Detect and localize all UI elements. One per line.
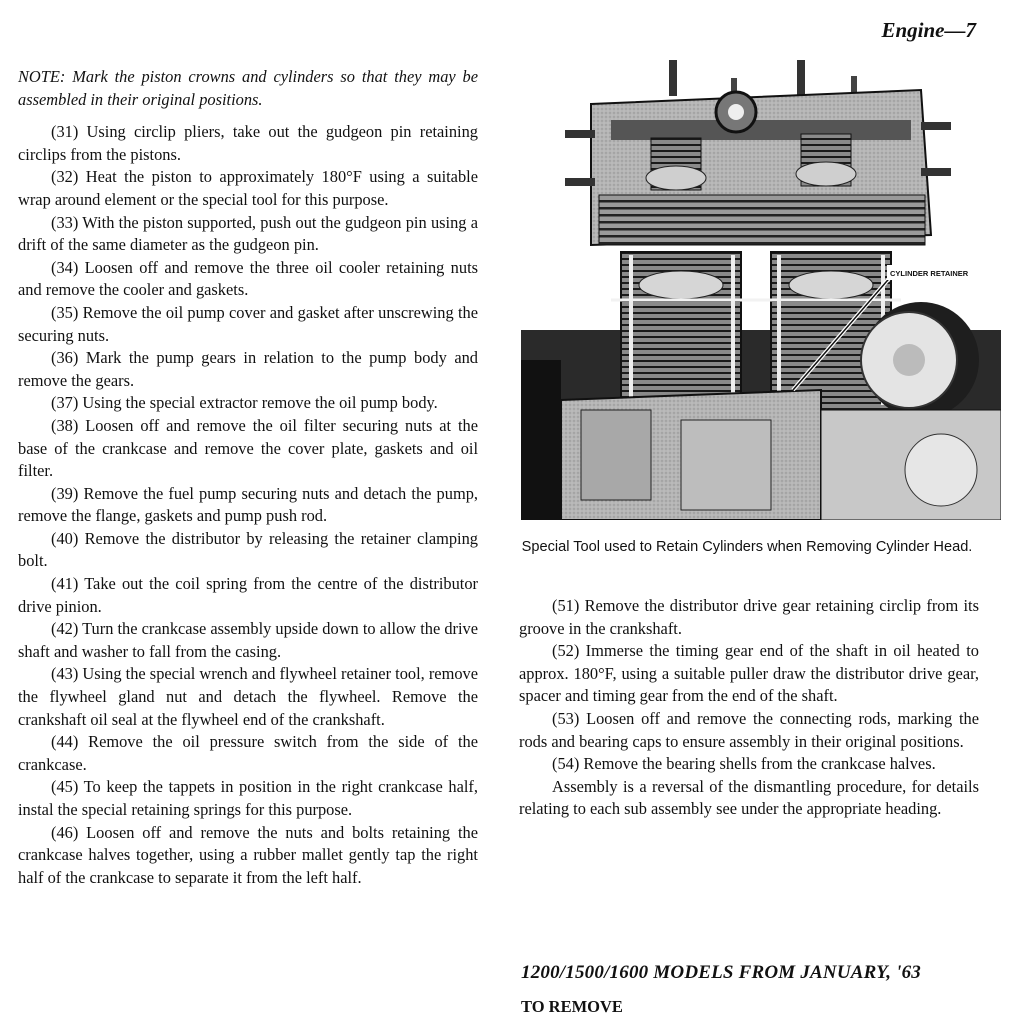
step-41: (41) Take out the coil spring from the centre of the distributor drive pinion. <box>18 574 478 616</box>
step-46: (46) Loosen off and remove the nuts and bolts retaining the crankcase halves together, using a rubber mallet gently tap the right half of the crankcase to separate it from the left half. <box>18 822 478 887</box>
figure-caption: Special Tool used to Retain Cylinders when Removing Cylinder Head. <box>521 539 973 555</box>
step-54: (54) Remove the bearing shells from the crankcase halves. <box>552 754 936 774</box>
step-38: (38) Loosen off and remove the oil filter securing nuts at the base of the crankcase and remove the cover plate, gaskets and oil filter. <box>18 415 478 481</box>
note-text: NOTE: Mark the piston crowns and cylinders so that they may be assembled in their original positions. <box>18 67 478 109</box>
step-32: (32) Heat the piston to approximately 180°F using a suitable wrap around element or the special tool for this purpose. <box>18 167 478 209</box>
engine-photo <box>521 60 1001 520</box>
cylinder-retainer-label: CYLINDER RETAINER <box>890 269 969 278</box>
assembly-note: Assembly is a reversal of the dismantling procedure, for details relating to each sub assembly see under the appropriate heading. <box>519 776 979 819</box>
step-52: (52) Immerse the timing gear end of the shaft in oil heated to approx. 180°F, using a suitable puller draw the distributor drive gear, spacer and timing gear from the end of the shaft. <box>519 641 979 706</box>
step-40: (40) Remove the distributor by releasing the retainer clamping bolt. <box>18 528 478 571</box>
step-42: (42) Turn the crankcase assembly upside down to allow the drive shaft and washer to fall from the casing. <box>18 619 478 661</box>
step-45: (45) To keep the tappets in position in the right crankcase half, instal the special retaining springs for this purpose. <box>18 777 478 819</box>
step-36: (36) Mark the pump gears in relation to the pump body and remove the gears. <box>18 348 478 390</box>
step-35: (35) Remove the oil pump cover and gasket after unscrewing the securing nuts. <box>18 302 478 345</box>
section-heading: 1200/1500/1600 MODELS FROM JANUARY, '63 <box>521 962 922 983</box>
step-39: (39) Remove the fuel pump securing nuts and detach the pump, remove the flange, gaskets and pump push rod. <box>18 483 478 526</box>
page-header: Engine—7 <box>881 18 976 42</box>
right-column <box>519 595 979 821</box>
step-53: (53) Loosen off and remove the connecting rods, marking the rods and bearing caps to ensure assembly in their original positions. <box>519 708 979 751</box>
step-33: (33) With the piston supported, push out the gudgeon pin using a drift of the same diameter as the gudgeon pin. <box>18 212 478 255</box>
subheading: TO REMOVE <box>521 997 623 1016</box>
step-34: (34) Loosen off and remove the three oil cooler retaining nuts and remove the cooler and gaskets. <box>18 257 478 300</box>
left-column <box>18 66 478 889</box>
step-43: (43) Using the special wrench and flywheel retainer tool, remove the flywheel gland nut and detach the flywheel. Remove the crankshaft oil seal at the flywheel end of the crankshaft. <box>18 664 478 729</box>
step-44: (44) Remove the oil pressure switch from the side of the crankcase. <box>18 732 478 774</box>
step-37: (37) Using the special extractor remove the oil pump body. <box>51 393 438 413</box>
step-51: (51) Remove the distributor drive gear retaining circlip from its groove in the crankshaft. <box>519 596 979 638</box>
step-31: (31) Using circlip pliers, take out the gudgeon pin retaining circlips from the pistons. <box>18 122 478 164</box>
